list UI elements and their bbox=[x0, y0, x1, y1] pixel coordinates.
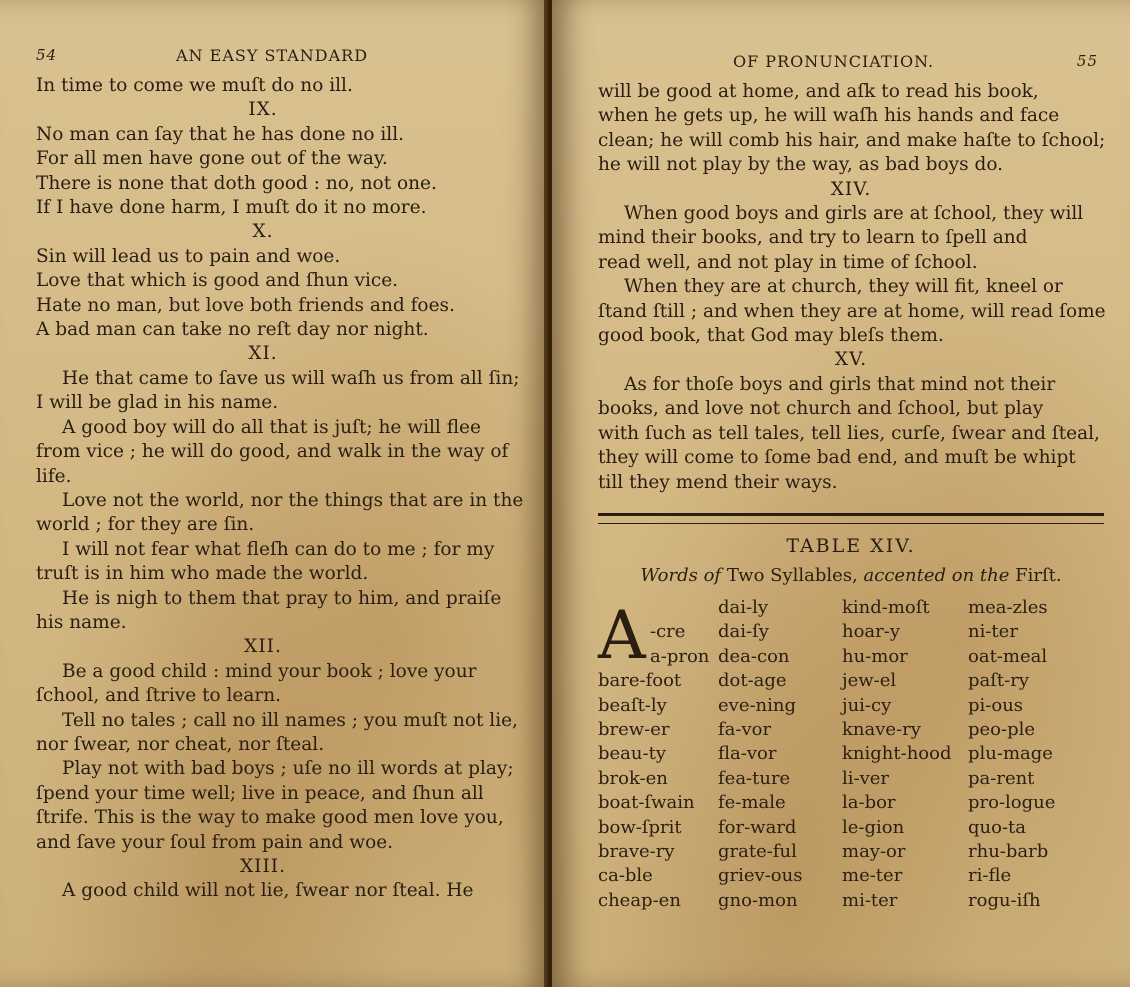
text-line: ſtand ſtill ; and when they are at home, will read ſome bbox=[598, 300, 1106, 322]
word-entry: me-ter bbox=[842, 865, 903, 887]
word-entry: bow-ſprit bbox=[598, 816, 682, 838]
text-line: ſpend your time well; live in peace, and ſhun all bbox=[36, 782, 484, 804]
right-running-title: OF PRONUNCIATION. bbox=[733, 52, 935, 71]
text-line: with ſuch as tell tales, tell lies, curſe, ſwear and ſteal, bbox=[598, 422, 1100, 444]
text-line: No man can ſay that he has done no ill. bbox=[36, 123, 405, 145]
text-line: When they are at church, they will fit, kneel or bbox=[624, 276, 1063, 298]
text-line: good book, that God may bleſs them. bbox=[598, 325, 944, 347]
word-table bbox=[598, 596, 1104, 926]
text-line: Love that which is good and ſhun vice. bbox=[36, 270, 399, 292]
table-subtitle-italic-2: accented on the bbox=[863, 564, 1010, 586]
word-entry: griev-ous bbox=[718, 865, 803, 887]
text-line: till they mend their ways. bbox=[598, 471, 838, 493]
word-entry: hu-mor bbox=[842, 645, 908, 667]
section-heading: XIII. bbox=[240, 856, 286, 877]
text-line: As for thoſe boys and girls that mind not their bbox=[624, 373, 1056, 395]
word-entry: dot-age bbox=[718, 670, 787, 692]
table-subtitle-plain-2: Firſt. bbox=[1015, 564, 1062, 586]
word-column-3 bbox=[842, 596, 951, 913]
text-line: There is none that doth good : no, not one. bbox=[36, 172, 437, 194]
word-entry: peo-ple bbox=[968, 718, 1036, 740]
word-entry: le-gion bbox=[842, 816, 905, 838]
word-entry: beaſt-ly bbox=[598, 694, 667, 716]
left-running-title: AN EASY STANDARD bbox=[176, 46, 369, 65]
right-page-number: 55 bbox=[1076, 52, 1098, 70]
word-entry: rhu-barb bbox=[968, 840, 1049, 862]
word-entry: plu-mage bbox=[968, 743, 1053, 765]
left-sections bbox=[36, 98, 530, 903]
text-line: they will come to ſome bad end, and muſt be whipt bbox=[598, 447, 1076, 469]
left-first-line: In time to come we muſt do no ill. bbox=[36, 75, 353, 96]
text-line: Love not the world, nor the things that are in the bbox=[62, 489, 524, 511]
table-subtitle-italic-1: Words of bbox=[640, 564, 722, 586]
word-entry: boat-ſwain bbox=[598, 792, 695, 814]
text-line: books, and love not church and ſchool, but play bbox=[598, 398, 1044, 420]
word-entry: fa-vor bbox=[718, 718, 772, 740]
word-entry: bare-foot bbox=[598, 670, 682, 692]
section-heading: XIV. bbox=[830, 178, 872, 200]
table-rule bbox=[598, 513, 1104, 524]
text-line: A good child will not lie, ſwear nor ſteal. He bbox=[62, 880, 474, 902]
word-entry: jui-cy bbox=[842, 694, 892, 716]
text-line: Hate no man, but love both friends and foes. bbox=[36, 294, 455, 316]
word-entry: dai-ly bbox=[718, 596, 769, 618]
word-column-4 bbox=[968, 596, 1055, 913]
text-line: A good boy will do all that is juſt; he will flee bbox=[62, 416, 481, 438]
word-entry: brok-en bbox=[598, 767, 668, 789]
word-entry: for-ward bbox=[718, 816, 797, 838]
table-title: TABLE XIV. bbox=[786, 534, 916, 557]
word-entry: gno-mon bbox=[718, 889, 798, 911]
word-entry: fe-male bbox=[718, 792, 786, 814]
word-entry: beau-ty bbox=[598, 743, 666, 765]
word-entry: rogu-iſh bbox=[968, 889, 1041, 911]
text-line: I will be glad in his name. bbox=[36, 392, 279, 414]
word-entry: paſt-ry bbox=[968, 670, 1030, 692]
word-entry: grate-ful bbox=[718, 840, 797, 862]
text-line: and ſave your ſoul from pain and woe. bbox=[36, 831, 394, 853]
text-line: Tell no tales ; call no ill names ; you muſt not lie, bbox=[62, 709, 518, 731]
word-entry: knave-ry bbox=[842, 718, 921, 740]
right-running-head bbox=[598, 52, 1104, 80]
word-entry: oat-meal bbox=[968, 645, 1048, 667]
text-line: from vice ; he will do good, and walk in the way of bbox=[36, 441, 509, 463]
word-entry: fla-vor bbox=[718, 743, 777, 765]
left-running-head bbox=[36, 46, 530, 74]
text-line: clean; he will comb his hair, and make haſte to ſchool; bbox=[598, 129, 1106, 151]
word-entry: li-ver bbox=[842, 767, 890, 789]
word-entry: -cre bbox=[650, 621, 686, 643]
word-entry: brave-ry bbox=[598, 840, 675, 862]
word-entry: ca-ble bbox=[598, 865, 653, 887]
word-entry: kind-moſt bbox=[842, 596, 930, 618]
text-line: life. bbox=[36, 465, 72, 487]
text-line: read well, and not play in time of ſchool. bbox=[598, 251, 978, 273]
right-opening-paragraph bbox=[598, 80, 1104, 178]
text-line: He that came to ſave us will waſh us from all ſin; bbox=[62, 367, 520, 389]
word-entry: jew-el bbox=[842, 670, 897, 692]
text-line: Be a good child : mind your book ; love your bbox=[62, 660, 477, 682]
word-column-1 bbox=[598, 620, 709, 913]
section-heading: XII. bbox=[244, 636, 282, 658]
drop-cap: A bbox=[598, 596, 646, 674]
word-entry: knight-hood bbox=[842, 743, 952, 765]
text-line: nor ſwear, nor cheat, nor ſteal. bbox=[36, 733, 325, 755]
text-line: Play not with bad boys ; uſe no ill words at play; bbox=[62, 758, 514, 780]
section-heading: X. bbox=[252, 221, 274, 243]
word-entry: may-or bbox=[842, 840, 906, 862]
right-sections bbox=[598, 178, 1104, 495]
text-line: Sin will lead us to pain and woe. bbox=[36, 245, 341, 267]
word-entry: pro-logue bbox=[968, 792, 1056, 814]
word-entry: ri-fle bbox=[968, 865, 1012, 887]
text-line: ſtrife. This is the way to make good men love you, bbox=[36, 807, 504, 829]
text-line: will be good at home, and aſk to read his book, bbox=[598, 81, 1039, 102]
word-entry: pa-rent bbox=[968, 767, 1035, 789]
section-heading: XI. bbox=[248, 343, 278, 365]
text-line: If I have done harm, I muſt do it no more. bbox=[36, 197, 427, 219]
text-line: For all men have gone out of the way. bbox=[36, 148, 388, 170]
word-entry: fea-ture bbox=[718, 767, 791, 789]
left-page-number: 54 bbox=[36, 46, 58, 64]
word-entry: a-pron bbox=[650, 645, 710, 667]
word-entry: quo-ta bbox=[968, 816, 1026, 838]
word-entry: pi-ous bbox=[968, 694, 1024, 716]
word-entry: cheap-en bbox=[598, 889, 681, 911]
text-line: A bad man can take no reſt day nor night. bbox=[36, 319, 429, 341]
text-line: his name. bbox=[36, 611, 127, 633]
text-line: He is nigh to them that pray to him, and praiſe bbox=[62, 587, 502, 609]
text-line: I will not fear what fleſh can do to me ; for my bbox=[62, 538, 495, 560]
text-line: When good boys and girls are at ſchool, they will bbox=[624, 203, 1084, 225]
section-heading: XV. bbox=[834, 349, 868, 371]
text-line: world ; for they are ſin. bbox=[36, 514, 255, 536]
table-subtitle bbox=[598, 562, 1104, 590]
text-line: he will not play by the way, as bad boys do. bbox=[598, 154, 1004, 176]
word-entry: hoar-y bbox=[842, 621, 901, 643]
word-entry: dai-ſy bbox=[718, 621, 769, 643]
section-heading: IX. bbox=[248, 99, 278, 121]
word-entry: ni-ter bbox=[968, 621, 1018, 643]
text-line: truſt is in him who made the world. bbox=[36, 563, 369, 585]
word-entry: mi-ter bbox=[842, 889, 898, 911]
word-column-2 bbox=[718, 596, 802, 913]
word-entry: eve-ning bbox=[718, 694, 797, 716]
left-page bbox=[0, 0, 548, 987]
word-entry: brew-er bbox=[598, 718, 670, 740]
text-line: when he gets up, he will waſh his hands and face bbox=[598, 105, 1060, 127]
right-page bbox=[552, 0, 1130, 987]
word-entry: mea-zles bbox=[968, 596, 1048, 618]
table-subtitle-plain-1: Two Syllables, bbox=[726, 564, 858, 586]
text-line: mind their books, and try to learn to ſpell and bbox=[598, 227, 1028, 249]
word-entry: la-bor bbox=[842, 792, 896, 814]
word-entry: dea-con bbox=[718, 645, 790, 667]
text-line: ſchool, and ſtrive to learn. bbox=[36, 685, 282, 707]
